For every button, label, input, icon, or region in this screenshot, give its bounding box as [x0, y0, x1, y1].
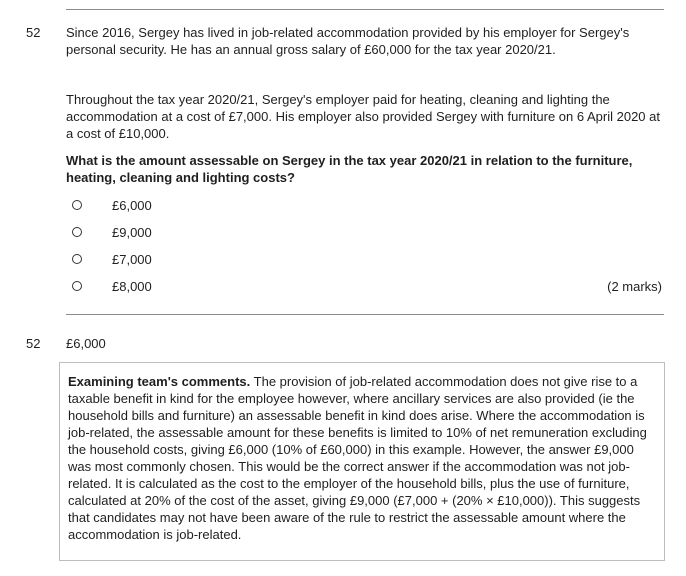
option-label: £7,000 — [112, 251, 152, 267]
question-paragraph-1 — [66, 24, 662, 58]
question-paragraph-2 — [66, 91, 662, 142]
option-label: £9,000 — [112, 224, 152, 240]
option-4[interactable] — [72, 277, 152, 295]
question-text-1: Since 2016, Sergey has lived in job-related accommodation provided by his employer for Sergey's personal security. He has an annual gross salary of £60,000 for the tax year 2020/21. — [66, 25, 630, 57]
radio-circle-icon[interactable] — [72, 254, 82, 264]
comment-paragraph — [68, 373, 656, 543]
middle-divider — [66, 314, 664, 315]
option-2[interactable] — [72, 223, 152, 241]
question-prompt-text: What is the amount assessable on Sergey in the tax year 2020/21 in relation to the furniture, heating, cleaning and lighting costs? — [66, 153, 633, 185]
option-1[interactable] — [72, 196, 152, 214]
comment-body: The provision of job-related accommodation does not give rise to a taxable benefit in kind for the employee however, where ancillary services are also provided (ie the household bills and furniture) an assessable benefit in kind does arise. Where the accommodation is job-related, the assessable amount for these benefits is limited to 10% of net remuneration excluding the household costs, giving £6,000 (10% of £60,000) in this example. However, the answer £9,000 was most commonly chosen. This would be the correct answer if the accommodation was not job-related. It is calculated as the cost to the employer of the household bills, plus the use of furniture, calculated at 20% of the cost of the asset, giving £9,000 (£7,000 + (20% × £10,000)). This suggests that candidates may not have been aware of the rule to restrict the assessable amount where the accommodation is job-related. — [68, 374, 647, 542]
examining-team-comments-box — [59, 362, 665, 561]
comment-heading: Examining team's comments. — [68, 374, 251, 389]
radio-circle-icon[interactable] — [72, 281, 82, 291]
question-text-2: Throughout the tax year 2020/21, Sergey's employer paid for heating, cleaning and lighting the accommodation at a cost of £7,000. His employer also provided Sergey with furniture on 6 April 2020 at a cost of £10,000. — [66, 92, 660, 141]
answer-value: £6,000 — [66, 336, 106, 351]
top-divider — [66, 9, 664, 10]
answer-number: 52 — [26, 336, 41, 351]
question-number: 52 — [26, 25, 41, 40]
radio-circle-icon[interactable] — [72, 227, 82, 237]
option-label: £8,000 — [112, 278, 152, 294]
option-label: £6,000 — [112, 197, 152, 213]
question-prompt — [66, 152, 662, 186]
radio-circle-icon[interactable] — [72, 200, 82, 210]
option-3[interactable] — [72, 250, 152, 268]
marks-label: (2 marks) — [607, 279, 662, 294]
